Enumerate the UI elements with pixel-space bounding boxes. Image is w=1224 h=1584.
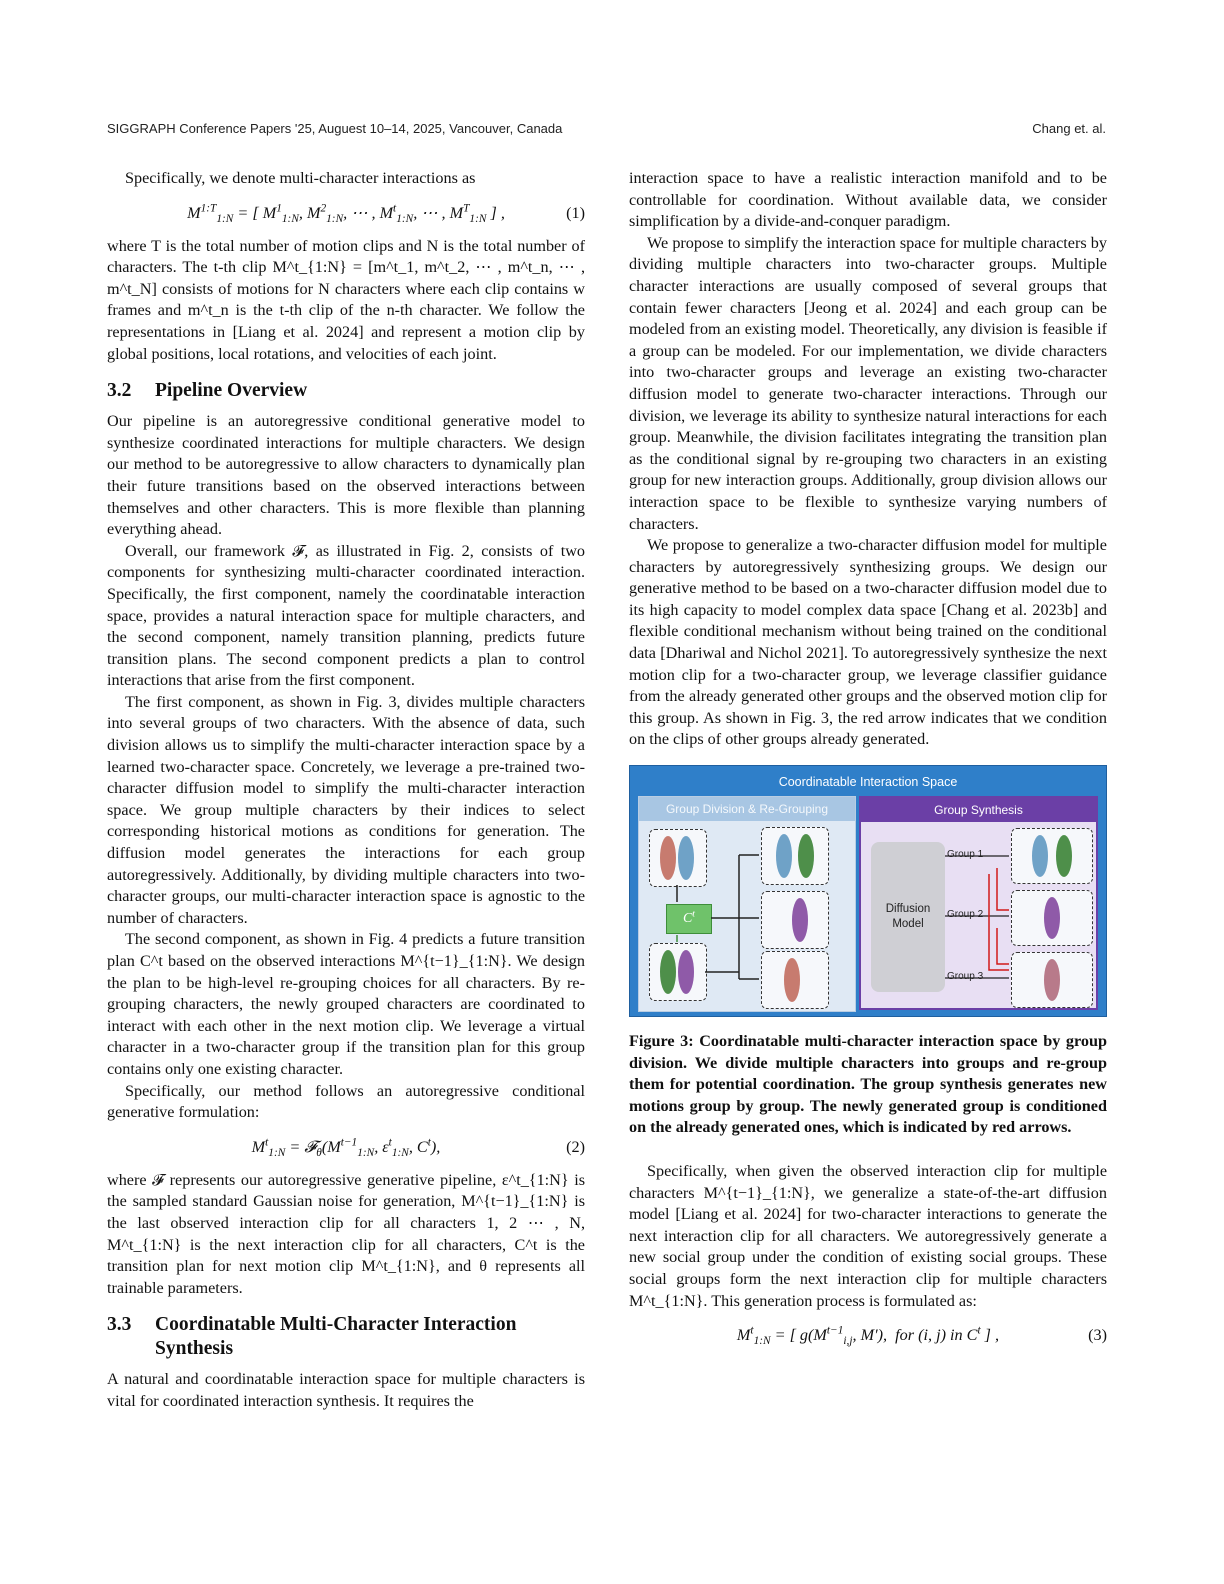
equation-1: $M^{1:T}_{1:N}$ = [ $M^1_{1:N}$, $M^2_{1:N}$, ⋯ , $M^t_{1:N}$, ⋯ , $M^T_{1:N}$ ] , (1) xyxy=(107,194,585,232)
paragraph: Specifically, our method follows an autoregressive conditional generative formulation: xyxy=(107,1081,585,1122)
running-header-right: Chang et. al. xyxy=(1032,121,1106,136)
diffusion-model-box: Diffusion Model xyxy=(871,842,945,992)
transition-plan-box: $C^t$ xyxy=(666,904,712,934)
panel-title: Group Division & Re-Grouping xyxy=(639,797,855,821)
red-condition-arrow xyxy=(997,928,1009,964)
paragraph: We propose to generalize a two-character diffusion model for multiple characters by autoregressively synthesizing groups. We design our generative method to be based on a two-character diffusion model due to its high capacity to model complex data space [Chang et al. 2023b] and flexible conditional mechanism without being trained on the conditional data [Dhariwal and Nichol 2021]. To autoregressively synthesize the next motion clip for a two-character group, we leverage classifier guidance from the already generated other groups and the observed motion clip for this group. As shown in Fig. 3, the red arrow indicates that we condition on the clips of other groups already generated. xyxy=(629,536,1107,749)
paragraph: where T is the total number of motion clips and N is the total number of characters. The t-th clip M^t_{1:N} = [m^t_1, m^t_2, ⋯ , m^t_n, ⋯ , m^t_N] consists of motions for N characters where each clip contains w frames and m^t_n is the t-th clip of the n-th character. We follow the representations in [Liang et al. 2024] and represent a motion clip by global positions, local rotations, and velocities of each joint. xyxy=(107,236,585,363)
section-heading-3-3 xyxy=(107,1313,585,1361)
paragraph: where 𝓕 represents our autoregressive generative pipeline, ε^t_{1:N} is the sampled standard Gaussian noise for generation, M^{t−1}_{1:N} is the last observed interaction clip for all characters 1, 2 ⋯ , N, M^t_{1:N} is the next interaction clip for all characters, C^t is the transition plan for next motion clip M^t_{1:N}, and θ represents all trainable parameters. xyxy=(107,1170,585,1297)
group-label: Group 2 xyxy=(947,909,984,921)
paragraph: Specifically, when given the observed interaction clip for multiple characters M^{t−1}_{1:N}, we generalize a state-of-the-art diffusion model [Liang et al. 2024] for two-character interactions to generate the next interaction clip for all characters. We autoregressively generate a new social group under the condition of existing social groups. These social groups form the next interaction clip for multiple characters M^t_{1:N}. This generation process is formulated as: xyxy=(629,1162,1107,1310)
group-label: Group 1 xyxy=(947,849,984,861)
paragraph: Overall, our framework 𝓕, as illustrated in Fig. 2, consists of two components for synthesizing multi-character coordinated interaction. Specifically, the first component, namely the coordinatable interaction space, provides a natural interaction space for multiple characters, and the second component, namely transition planning, predicts future transition plans. The second component predicts a plan to control interactions that arise from the first component. xyxy=(107,541,585,690)
running-header-left: SIGGRAPH Conference Papers '25, Auguest 10–14, 2025, Vancouver, Canada xyxy=(107,121,563,136)
left-column xyxy=(107,168,585,1413)
synthesis-arrows xyxy=(861,798,1100,1012)
group-label: Group 3 xyxy=(947,971,984,983)
figure-title: Coordinatable Interaction Space xyxy=(778,775,958,790)
paragraph: interaction space to have a realistic interaction manifold and to be controllable for coordination. Without available data, we consider simplification by a divide-and-conquer paradigm. xyxy=(629,169,1107,231)
red-condition-arrow xyxy=(989,874,1009,970)
panel-title: Group Synthesis xyxy=(861,798,1096,822)
section-heading-3-2 xyxy=(107,379,585,403)
division-arrows xyxy=(639,797,855,1011)
equation-number: (3) xyxy=(1088,1326,1107,1345)
paragraph: The first component, as shown in Fig. 3, divides multiple characters into several groups of two characters. With the absence of data, such division allows us to simplify the multi-character interaction space by a learned two-character space. Concretely, we leverage a pre-trained two-character diffusion model to simplify the multi-character interaction space. We group multiple characters by their indices to select corresponding historical motions as conditions for generation. The diffusion model generates the interactions for each group autoregressively. Additionally, by dividing multiple characters into two-character groups, our multi-character interaction space is agnostic to the number of characters. xyxy=(107,692,585,927)
paragraph: Specifically, we denote multi-character interactions as xyxy=(125,169,476,187)
equation-2: $M^t_{1:N}$ = $𝓕_\theta(M^{t-1}_{1:N}$, $\varepsilon^t_{1:N}$, $C^t$), (2) xyxy=(107,1128,585,1166)
right-column xyxy=(629,168,1107,1358)
equation-3: $M^t_{1:N}$ = [ $g(M^{t-1}_{i,j}$, M′), for (i, j) in $C^t$ ] , (3) xyxy=(629,1316,1107,1354)
group-division-panel xyxy=(638,796,856,1012)
paragraph: The second component, as shown in Fig. 4 predicts a future transition plan C^t based on the observed interactions M^{t−1}_{1:N}. We design the plan to be high-level re-grouping choices for all characters. By re-grouping characters, the newly grouped characters are coordinated to interact with each other in the next motion clip. We leverage a virtual character in a two-character group if the transition plan for this group contains only one existing character. xyxy=(107,930,585,1078)
group-synthesis-panel xyxy=(859,796,1098,1010)
equation-number: (1) xyxy=(566,203,585,222)
red-condition-arrow xyxy=(997,868,1009,910)
paragraph: A natural and coordinatable interaction space for multiple characters is vital for coordinated interaction synthesis. It requires the xyxy=(107,1370,585,1410)
figure-caption: Figure 3: Coordinatable multi-character interaction space by group division. We divide multiple characters into groups and re-group them for potential coordination. The group synthesis generates new motions group by group. The newly generated group is conditioned on the already generated ones, which is indicated by red arrows. xyxy=(629,1032,1107,1137)
paragraph: Our pipeline is an autoregressive conditional generative model to synthesize coordinated interactions for multiple characters. We design our method to be autoregressive to allow characters to dynamically plan their future transitions based on the observed interactions between themselves and other characters. This is more flexible than planning everything ahead. xyxy=(107,412,585,539)
section-title: Pipeline Overview xyxy=(155,380,308,402)
figure-3 xyxy=(629,765,1107,1017)
section-number: 3.3 xyxy=(107,1314,132,1336)
equation-number: (2) xyxy=(566,1137,585,1156)
section-number: 3.2 xyxy=(107,380,132,402)
section-title: Coordinatable Multi-Character Interaction Synthesis xyxy=(155,1314,517,1360)
plan-label: C xyxy=(682,911,693,927)
paragraph: We propose to simplify the interaction space for multiple characters by dividing multiple characters into two-character groups. Multiple character interactions are usually composed of several groups that contain fewer characters [Jeong et al. 2024] and each group can be modeled from an existing model. Theoretically, any division is feasible if a group can be modeled. For our implementation, we divide characters into two-character groups and leverage an existing two-character diffusion model to generate two-character interactions. Through our division, we leverage its ability to synthesize natural interactions for each group. Meanwhile, the division facilitates integrating the transition plan as the conditional signal by re-grouping two characters in an existing group for new interaction groups. Additionally, group division allows our interaction space to be flexible to synthesize varying numbers of characters. xyxy=(629,233,1107,533)
